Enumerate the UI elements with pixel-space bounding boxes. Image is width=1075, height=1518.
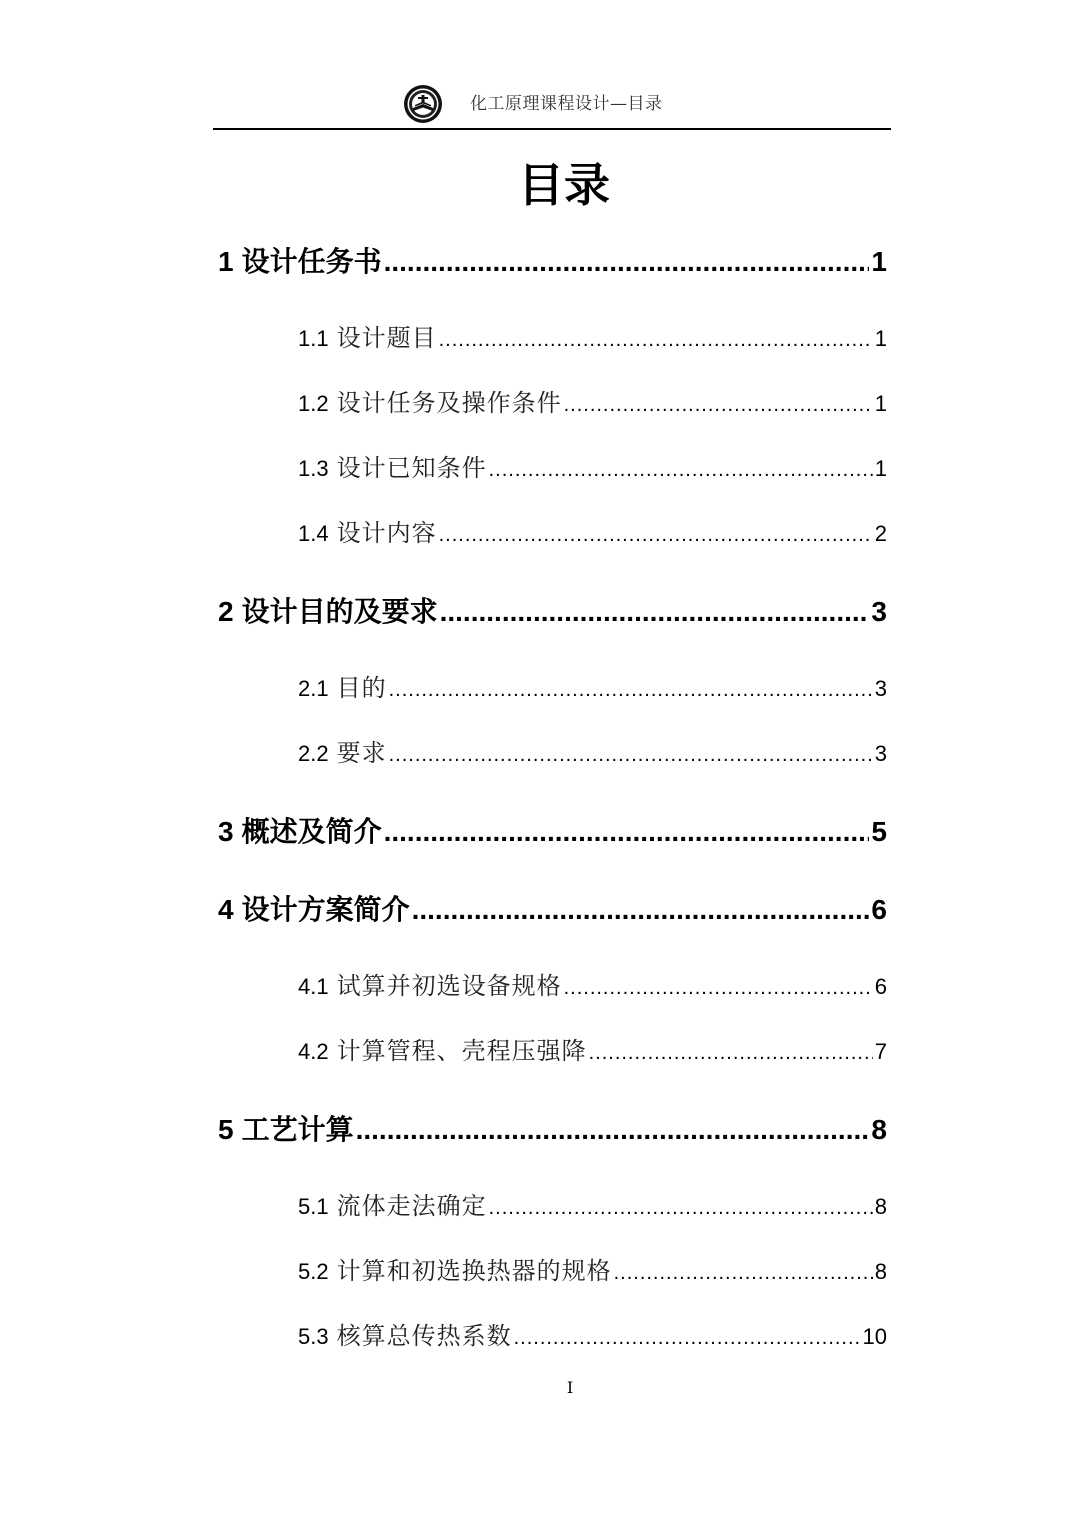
toc-dot-leader	[439, 329, 873, 352]
toc-entry-title: 计算和初选换热器的规格	[336, 1257, 612, 1285]
toc-entry-number: 4.2	[298, 1039, 329, 1064]
toc-page-number: 8	[874, 1194, 887, 1219]
toc-dot-leader	[356, 1114, 870, 1146]
toc-dot-leader	[389, 744, 873, 767]
toc-entry-title: 流体走法确定	[336, 1192, 487, 1220]
toc-dot-leader	[564, 977, 873, 1000]
toc-dot-leader	[564, 394, 873, 417]
toc-section-entry[interactable]	[298, 1031, 887, 1066]
toc-dot-leader	[384, 246, 870, 278]
toc-dot-leader	[489, 1197, 873, 1220]
toc-page-number: 3	[871, 596, 887, 627]
toc-dot-leader	[412, 894, 870, 926]
toc-section-entry[interactable]	[298, 513, 887, 548]
footer-page-number: I	[566, 1378, 574, 1397]
toc-entry-number: 4	[218, 894, 234, 925]
toc-entry-title: 设计目的及要求	[241, 595, 438, 628]
toc-chapter-entry[interactable]	[218, 888, 887, 928]
toc-section-entry[interactable]	[298, 1251, 887, 1286]
toc-entry-number: 2.2	[298, 741, 329, 766]
toc-entry-number: 1.4	[298, 521, 329, 546]
toc-page-number: 1	[874, 456, 887, 481]
page-header	[213, 80, 891, 130]
toc-entry-title: 设计任务书	[241, 245, 382, 278]
toc-entry-title: 试算并初选设备规格	[336, 972, 562, 1000]
toc-dot-leader	[589, 1042, 873, 1065]
toc-entry-title: 概述及简介	[241, 815, 382, 848]
toc-entry-title: 设计题目	[336, 324, 437, 352]
toc-section-entry[interactable]	[298, 966, 887, 1001]
toc-page-number: 6	[871, 894, 887, 925]
university-seal-icon	[403, 84, 443, 124]
toc-entry-number: 1.2	[298, 391, 329, 416]
header-title: 化工原理课程设计—目录	[470, 94, 663, 114]
toc-section-entry[interactable]	[298, 318, 887, 353]
toc-page-number: 10	[862, 1324, 887, 1349]
toc-page-number: 7	[874, 1039, 887, 1064]
toc-entry-title: 工艺计算	[241, 1113, 354, 1146]
toc-page-number: 8	[874, 1259, 887, 1284]
toc-page-number: 3	[874, 741, 887, 766]
toc-entry-title: 设计方案简介	[241, 893, 410, 926]
toc-section-entry[interactable]	[298, 1316, 887, 1351]
toc-entry-number: 2	[218, 596, 234, 627]
toc-page-number: 6	[874, 974, 887, 999]
toc-dot-leader	[440, 596, 870, 628]
toc-entry-title: 核算总传热系数	[336, 1322, 512, 1350]
toc-entry-title: 计算管程、壳程压强降	[336, 1037, 587, 1065]
toc-dot-leader	[384, 816, 870, 848]
toc-entry-number: 3	[218, 816, 234, 847]
toc-section-entry[interactable]	[298, 383, 887, 418]
toc-entry-number: 5.2	[298, 1259, 329, 1284]
toc-entry-title: 设计已知条件	[336, 454, 487, 482]
toc-page-number: 1	[874, 391, 887, 416]
toc-page-number: 1	[871, 246, 887, 277]
toc-entry-title: 要求	[336, 739, 387, 767]
toc-page-number: 1	[874, 326, 887, 351]
toc-dot-leader	[439, 524, 873, 547]
toc-chapter-entry[interactable]	[218, 240, 887, 280]
toc-chapter-entry[interactable]	[218, 590, 887, 630]
toc-section-entry[interactable]	[298, 448, 887, 483]
toc-entry-number: 5	[218, 1114, 234, 1145]
toc-entry-number: 5.1	[298, 1194, 329, 1219]
page-title: 目录	[518, 158, 610, 212]
toc-entry-number: 2.1	[298, 676, 329, 701]
toc-entry-number: 1.3	[298, 456, 329, 481]
toc-dot-leader	[489, 459, 873, 482]
toc-section-entry[interactable]	[298, 733, 887, 768]
toc-entry-title: 设计任务及操作条件	[336, 389, 562, 417]
toc-chapter-entry[interactable]	[218, 1108, 887, 1148]
toc-entry-number: 5.3	[298, 1324, 329, 1349]
toc-dot-leader	[614, 1262, 873, 1285]
toc-dot-leader	[514, 1327, 861, 1350]
toc-page-number: 8	[871, 1114, 887, 1145]
toc-entry-number: 1.1	[298, 326, 329, 351]
toc-section-entry[interactable]	[298, 668, 887, 703]
toc-entry-title: 设计内容	[336, 519, 437, 547]
toc-page-number: 5	[871, 816, 887, 847]
toc-dot-leader	[389, 679, 873, 702]
toc-page-number: 2	[874, 521, 887, 546]
toc-entry-number: 4.1	[298, 974, 329, 999]
toc-entry-title: 目的	[336, 674, 387, 702]
toc-entry-number: 1	[218, 246, 234, 277]
toc-chapter-entry[interactable]	[218, 810, 887, 850]
toc-page-number: 3	[874, 676, 887, 701]
toc-section-entry[interactable]	[298, 1186, 887, 1221]
